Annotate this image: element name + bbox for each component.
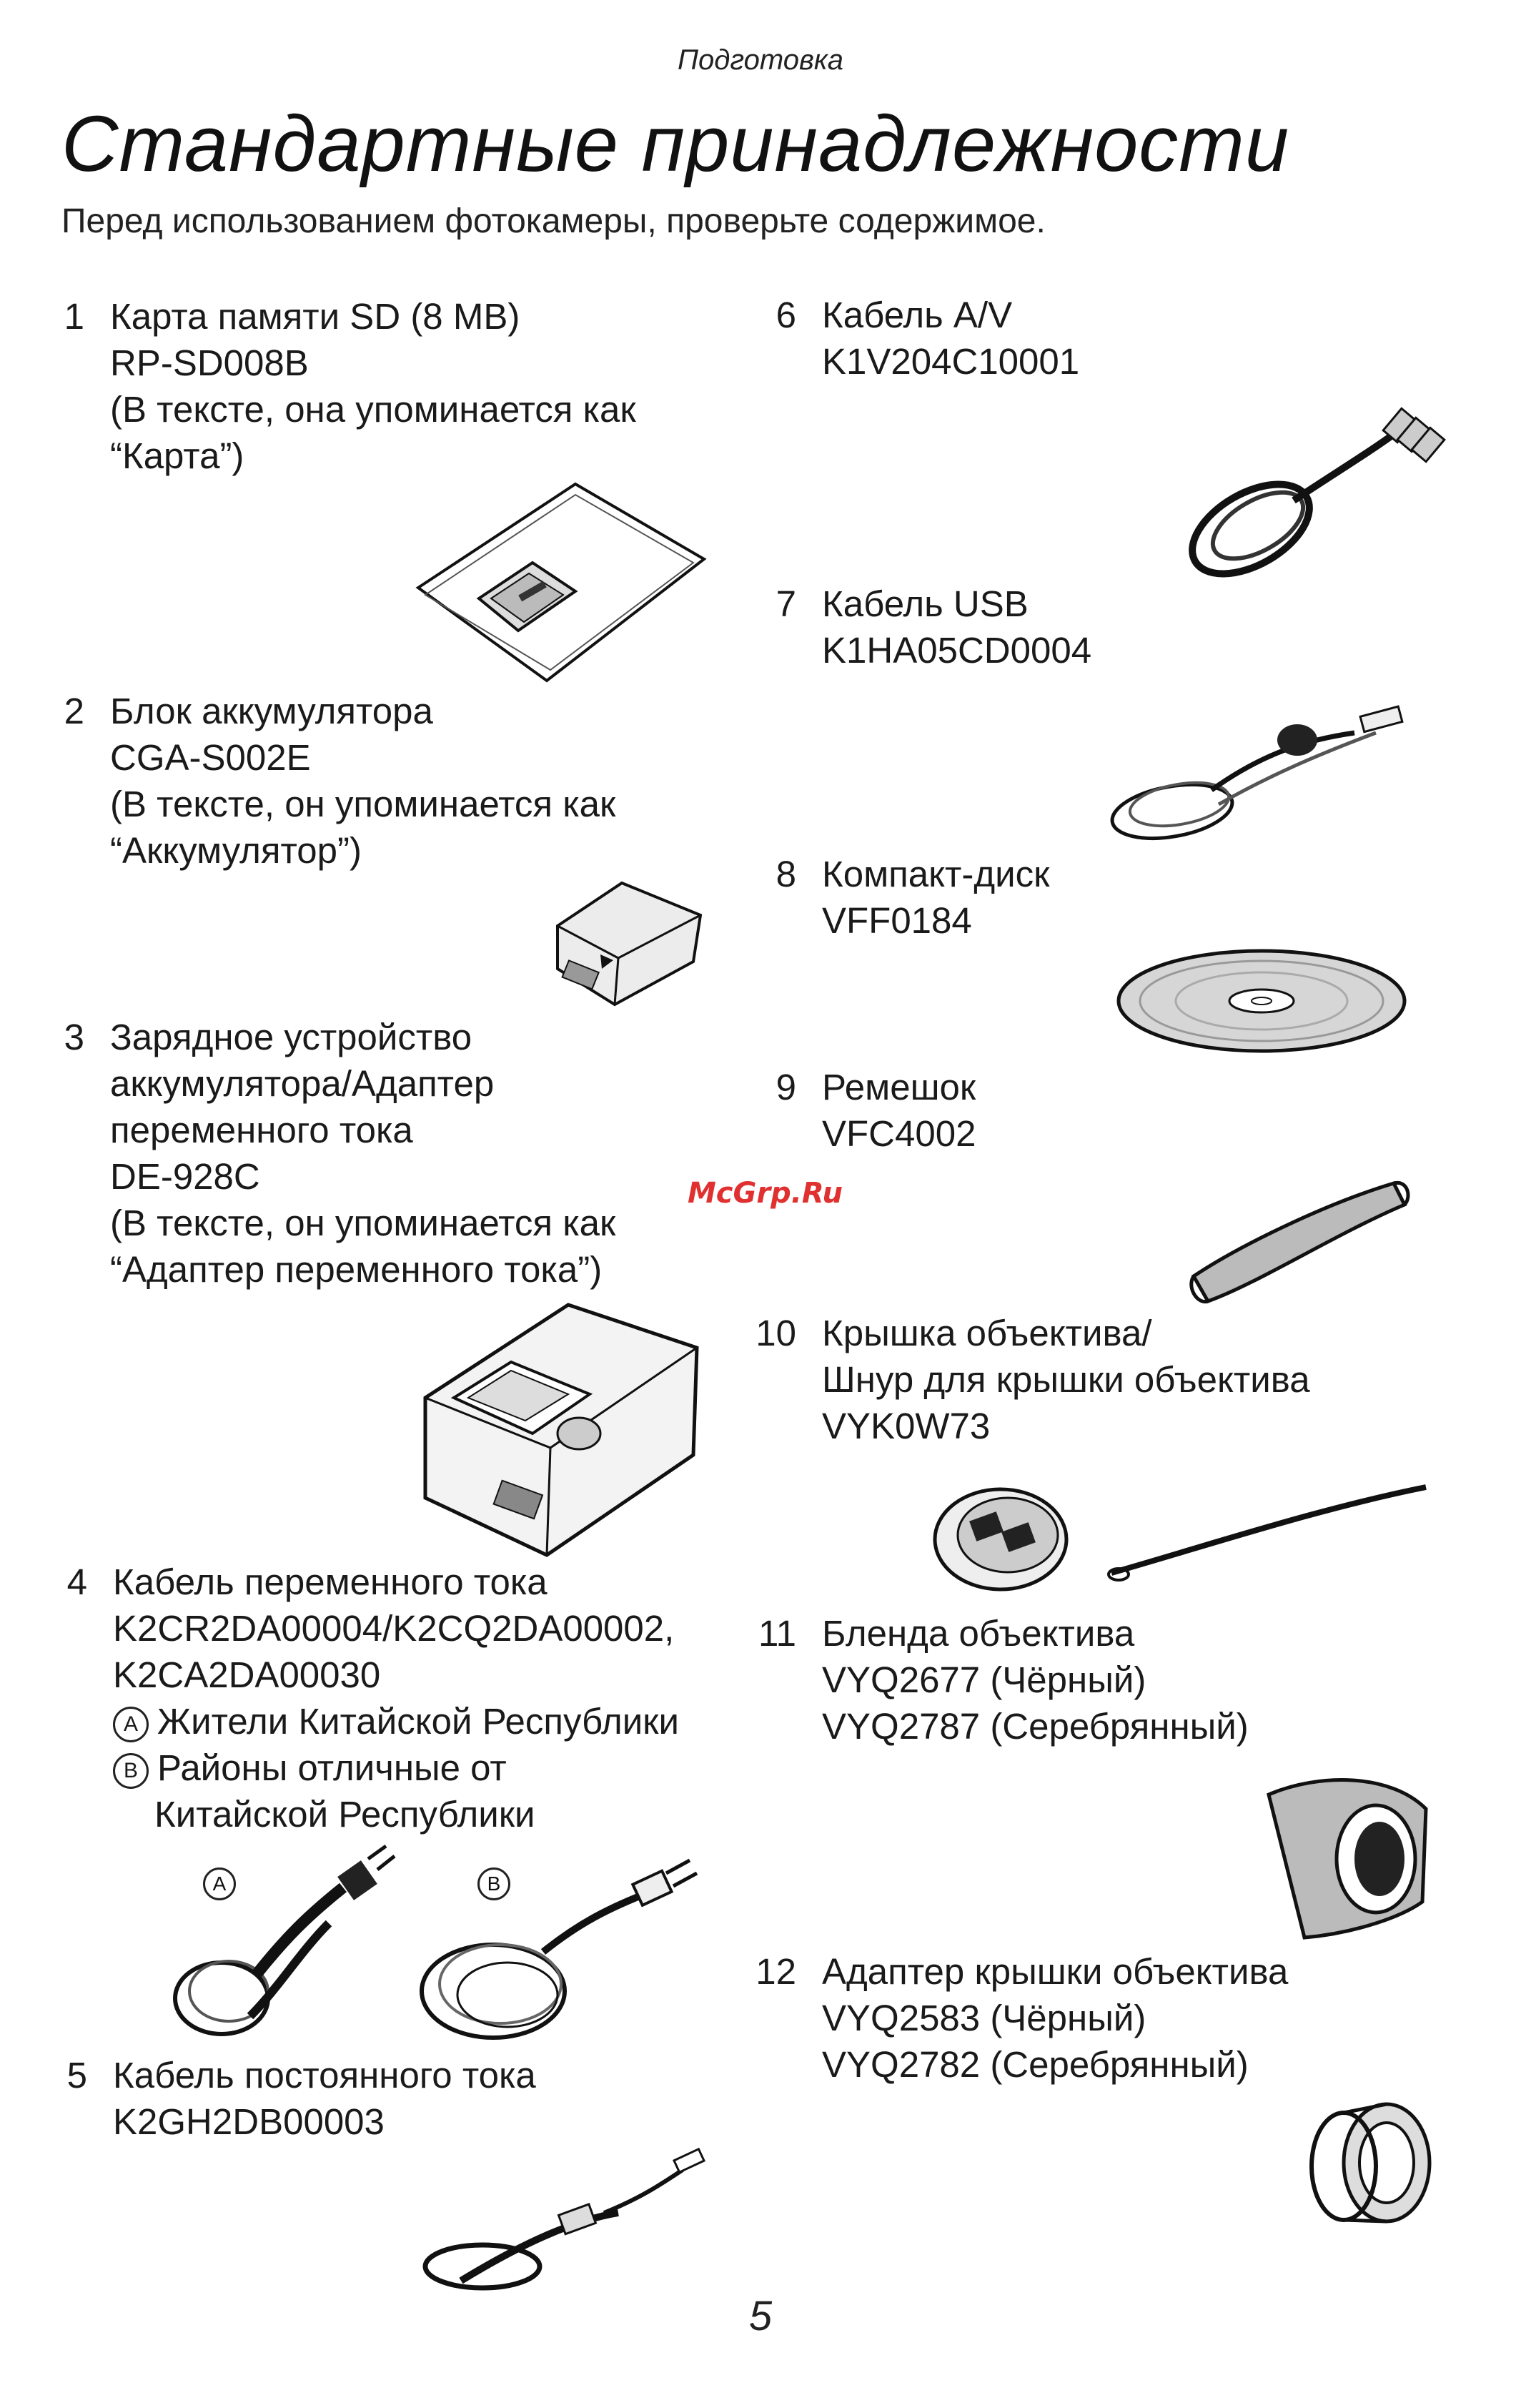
item-name: Кабель USB: [822, 583, 1029, 624]
item-code: K2CA2DA00030: [113, 1654, 381, 1695]
item-code: VYQ2583 (Чёрный): [822, 1998, 1146, 2038]
item-code: K2CR2DA00004/K2CQ2DA00002,: [113, 1608, 675, 1649]
item-code: CGA-S002E: [110, 737, 311, 778]
sd-card-icon: [411, 480, 711, 688]
intro-text: Перед использованием фотокамеры, проверьте содержимое.: [61, 202, 1046, 240]
item-number: 3: [64, 1017, 84, 1057]
item-name: переменного тока: [110, 1110, 413, 1150]
figure-marker-a: A: [203, 1867, 236, 1900]
item-note: (В тексте, он упоминается как: [110, 1203, 616, 1243]
item-number: 9: [776, 1067, 796, 1107]
item-number: 2: [64, 691, 84, 731]
page-number: 5: [748, 2293, 773, 2339]
lens-cap-icon: [929, 1484, 1072, 1594]
item-name: Адаптер крышки объектива: [822, 1951, 1289, 1992]
item-number: 8: [776, 854, 796, 894]
item-number: 6: [776, 295, 796, 335]
item-number: 4: [66, 1561, 87, 1602]
item-name: Кабель постоянного тока: [113, 2055, 536, 2096]
item-name: Бленда объектива: [822, 1613, 1135, 1654]
item-code: RP-SD008B: [110, 342, 309, 383]
charger-icon: [418, 1298, 704, 1562]
item-name: Ремешок: [822, 1067, 976, 1107]
item-code: K2GH2DB00003: [113, 2101, 385, 2142]
av-cable-icon: [1172, 400, 1444, 579]
sub-item-a: A Жители Китайской Республики: [113, 1698, 679, 1745]
watermark: McGrp.Ru: [688, 1177, 843, 1210]
item-name: Шнур для крышки объектива: [822, 1359, 1310, 1400]
item-code: VYQ2782 (Серебрянный): [822, 2044, 1249, 2085]
item-note: (В тексте, он упоминается как: [110, 784, 616, 824]
item-note: (В тексте, она упоминается как: [110, 389, 636, 430]
battery-icon: [550, 876, 708, 1008]
dc-cable-icon: [418, 2141, 711, 2299]
item-code: K1V204C10001: [822, 341, 1080, 382]
ac-cable-a-icon: [164, 1845, 400, 2045]
section-label: Подготовка: [678, 44, 843, 76]
sub-item-b: B Районы отличные от: [113, 1745, 679, 1791]
item-name: Зарядное устройство: [110, 1017, 472, 1057]
lens-cap-cord-icon: [1104, 1480, 1433, 1587]
item-code: VFF0184: [822, 900, 972, 941]
item-number: 7: [776, 583, 796, 624]
item-number: 11: [758, 1613, 796, 1654]
item-code: K1HA05CD0004: [822, 630, 1092, 671]
lens-hood-icon: [1262, 1766, 1433, 1941]
item-number: 5: [66, 2055, 87, 2096]
item-code: VYK0W73: [822, 1406, 991, 1446]
item-name: Крышка объектива/: [822, 1313, 1152, 1353]
sub-item-b-cont: Китайской Республики: [154, 1794, 535, 1835]
item-code: DE-928C: [110, 1156, 260, 1197]
item-name: Блок аккумулятора: [110, 691, 433, 731]
cd-icon: [1115, 947, 1408, 1055]
strap-icon: [1179, 1162, 1415, 1308]
figure-marker-b: B: [477, 1867, 510, 1900]
usb-cable-icon: [1104, 697, 1412, 858]
marker-b: B: [113, 1753, 149, 1789]
item-note: “Карта”): [110, 435, 244, 476]
lens-adapter-icon: [1301, 2098, 1437, 2227]
item-code: VYQ2677 (Чёрный): [822, 1659, 1146, 1700]
item-number: 12: [755, 1951, 796, 1992]
item-name: Кабель переменного тока: [113, 1561, 548, 1602]
item-name: Карта памяти SD (8 MB): [110, 296, 520, 337]
item-note: “Аккумулятор”): [110, 830, 362, 871]
item-note: “Адаптер переменного тока”): [110, 1249, 603, 1290]
page-title: Стандартные принадлежности: [61, 100, 1290, 188]
item-number: 1: [64, 296, 84, 337]
item-number: 10: [755, 1313, 796, 1353]
item-code: VYQ2787 (Серебрянный): [822, 1706, 1249, 1747]
item-name: Кабель A/V: [822, 295, 1013, 335]
item-code: VFC4002: [822, 1113, 976, 1154]
item-name: аккумулятора/Адаптер: [110, 1063, 495, 1104]
ac-cable-b-icon: [415, 1845, 700, 2052]
item-name: Компакт-диск: [822, 854, 1050, 894]
marker-a: A: [113, 1707, 149, 1742]
